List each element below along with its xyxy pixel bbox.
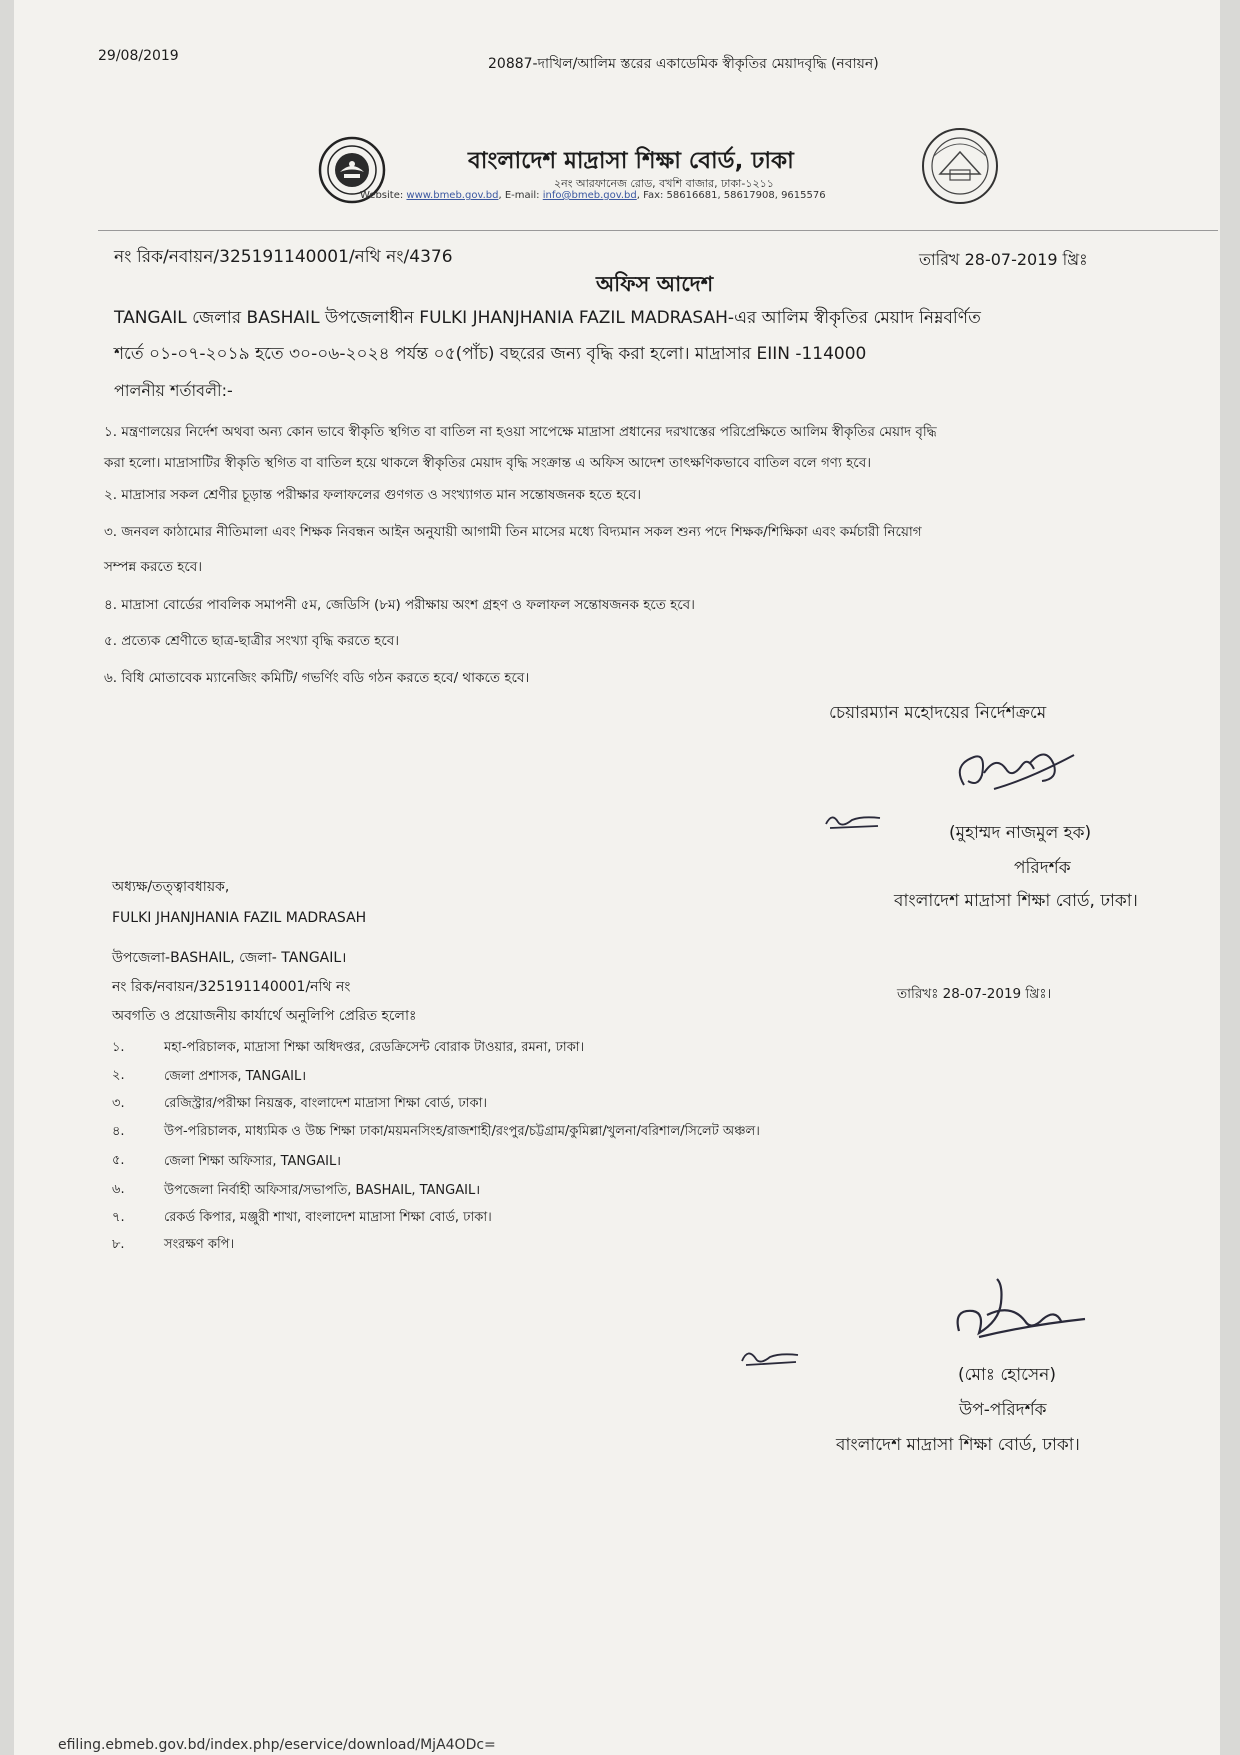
board-contact [360,190,826,201]
email-link[interactable]: info@bmeb.gov.bd [542,190,637,201]
recipient-line: অবগতি ও প্রয়োজনীয় কার্যার্থে অনুলিপি প্রেরিত হলোঃ [112,1008,417,1024]
header-divider [98,230,1218,231]
copy-number: ৩. [112,1096,125,1111]
copy-number: ২. [112,1068,125,1083]
signatory-organization: বাংলাদেশ মাদ্রাসা শিক্ষা বোর্ড, ঢাকা। [894,891,1138,911]
copy-recipient: উপজেলা নির্বাহী অফিসার/সভাপতি, BASHAIL, TANGAIL। [164,1183,481,1198]
condition-line: ১. মন্ত্রণালয়ের নির্দেশ অথবা অন্য কোন ভাবে স্বীকৃতি স্থগিত বা বাতিল না হওয়া সাপেক্ষে মাদ্রাসা প্রধানের দরখাস্তের পরিপ্রেক্ষিতে আলিম স্বীকৃতির মেয়াদ বৃদ্ধি [104,424,937,440]
signature-icon [939,1275,1089,1355]
email-label: , E-mail: [498,190,540,201]
copy-number: ৭. [112,1210,125,1225]
order-title: অফিস আদেশ [596,272,714,296]
copy-recipient: সংরক্ষণ কপি। [164,1237,235,1252]
signatory-name: (মোঃ হোসেন) [958,1365,1056,1385]
website-label: Website: [360,190,404,201]
copy-recipient: উপ-পরিচালক, মাধ্যমিক ও উচ্চ শিক্ষা ঢাকা/ময়মনসিংহ/রাজশাহী/রংপুর/চট্টগ্রাম/কুমিল্লা/খুলনা/বরিশাল/সিলেট অঞ্চল। [164,1124,760,1139]
signatory-name: (মুহাম্মদ নাজমুল হক) [949,823,1092,843]
condition-line: ৫. প্রত্যেক শ্রেণীতে ছাত্র-ছাত্রীর সংখ্যা বৃদ্ধি করতে হবে। [104,633,400,649]
recipient-line: অধ্যক্ষ/তত্ত্বাবধায়ক, [112,879,230,895]
condition-line: ২. মাদ্রাসার সকল শ্রেণীর চূড়ান্ত পরীক্ষার ফলাফলের গুণগত ও সংখ্যাগত মান সন্তোষজনক হতে হবে। [104,487,642,503]
memo-date: তারিখ 28-07-2019 খ্রিঃ [919,250,1088,269]
intro-line: TANGAIL জেলার BASHAIL উপজেলাধীন FULKI JHANJHANIA FAZIL MADRASAH-এর আলিম স্বীকৃতির মেয়াদ নিম্নবর্ণিত [114,308,981,328]
recipient-line: FULKI JHANJHANIA FAZIL MADRASAH [112,910,367,926]
condition-line: ৩. জনবল কাঠামোর নীতিমালা এবং শিক্ষক নিবন্ধন আইন অনুযায়ী আগামী তিন মাসের মধ্যে বিদ্যমান সকল শুন্য পদে শিক্ষক/শিক্ষিকা এবং কর্মচারী নিয়োগ [104,524,922,540]
recipient-line: নং রিক/নবায়ন/325191140001/নথি নং [112,979,351,995]
copy-number: ৬. [112,1182,125,1197]
footer-url: efiling.ebmeb.gov.bd/index.php/eservice/download/MjA4ODc= [58,1737,496,1753]
signatory-designation: পরিদর্শক [1014,858,1071,878]
recipient-line: উপজেলা-BASHAIL, জেলা- TANGAIL। [112,950,347,966]
copy-recipient: মহা-পরিচালক, মাদ্রাসা শিক্ষা অধিদপ্তর, রেডক্রিসেন্ট বোরাক টাওয়ার, রমনা, ঢাকা। [164,1040,585,1055]
copy-number: ৪. [112,1124,125,1139]
chairman-directive: চেয়ারম্যান মহোদয়ের নির্দেশক্রমে [829,703,1047,723]
copy-date: তারিখঃ 28-07-2019 খ্রিঃ। [897,986,1052,1002]
copy-recipient: জেলা প্রশাসক, TANGAIL। [164,1069,307,1084]
signatory-designation: উপ-পরিদর্শক [959,1400,1047,1420]
signatory-organization: বাংলাদেশ মাদ্রাসা শিক্ষা বোর্ড, ঢাকা। [836,1435,1080,1455]
conditions-heading: পালনীয় শর্তাবলী:- [114,381,233,400]
website-link[interactable]: www.bmeb.gov.bd [406,190,499,201]
condition-line: সম্পন্ন করতে হবে। [104,559,203,575]
board-emblem-icon [920,126,1000,206]
copy-number: ৫. [112,1153,125,1168]
print-title: 20887-দাখিল/আলিম স্তরের একাডেমিক স্বীকৃতির মেয়াদবৃদ্ধি (নবায়ন) [488,56,879,72]
copy-recipient: রেকর্ড কিপার, মঞ্জুরী শাখা, বাংলাদেশ মাদ্রাসা শিক্ষা বোর্ড, ঢাকা। [164,1210,492,1225]
intro-line: শর্তে ০১-০৭-২০১৯ হতে ৩০-০৬-২০২৪ পর্যন্ত ০৫(পাঁচ) বছরের জন্য বৃদ্ধি করা হলো। মাদ্রাসার EIIN -114000 [114,344,867,364]
print-date: 29/08/2019 [98,48,179,64]
condition-line: ৬. বিধি মোতাবেক ম্যানেজিং কমিটি/ গভর্ণিং বডি গঠন করতে হবে/ থাকতে হবে। [104,670,530,686]
copy-number: ৮. [112,1237,125,1252]
signature-icon [934,735,1084,805]
board-name: বাংলাদেশ মাদ্রাসা শিক্ষা বোর্ড, ঢাকা [468,148,794,174]
document-page [14,0,1220,1755]
copy-recipient: জেলা শিক্ষা অফিসার, TANGAIL। [164,1154,342,1169]
initial-mark-icon [822,810,884,832]
condition-line: করা হলো। মাদ্রাসাটির স্বীকৃতি স্থগিত বা বাতিল হয়ে থাকলে স্বীকৃতির মেয়াদ বৃদ্ধি সংক্রান্ত এ অফিস আদেশ তাৎক্ষণিকভাবে বাতিল বলে গণ্য হবে। [104,455,872,471]
initial-mark-icon [738,1345,802,1369]
fax-numbers: , Fax: 58616681, 58617908, 9615576 [636,190,826,201]
condition-line: ৪. মাদ্রাসা বোর্ডের পাবলিক সমাপনী ৫ম, জেডিসি (৮ম) পরীক্ষায় অংশ গ্রহণ ও ফলাফল সন্তোষজনক হতে হবে। [104,597,695,613]
memo-number: নং রিক/নবায়ন/325191140001/নথি নং/4376 [114,247,453,267]
copy-number: ১. [112,1040,125,1055]
copy-recipient: রেজিস্ট্রার/পরীক্ষা নিয়ন্ত্রক, বাংলাদেশ মাদ্রাসা শিক্ষা বোর্ড, ঢাকা। [164,1096,487,1111]
board-address: ২নং আরফানেজ রোড, বখশি বাজার, ঢাকা-১২১১ [554,177,774,190]
